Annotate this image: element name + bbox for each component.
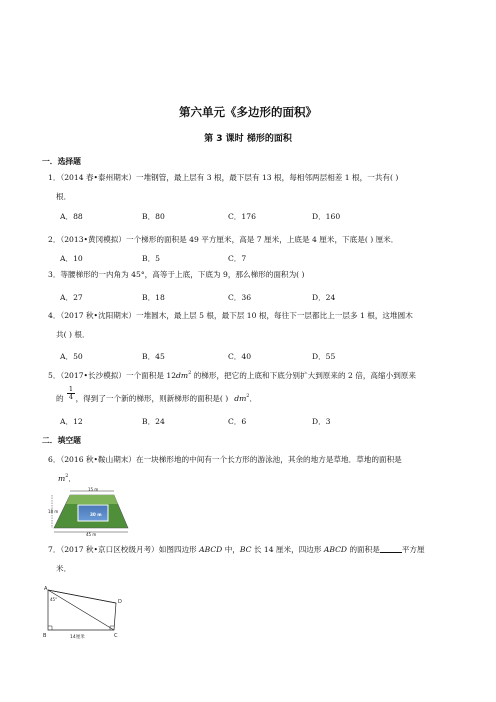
question-1-text: 1．（2014 春•泰州期末）一堆钢管，最上层有 3 根，最下层有 13 根，每相邻两层相差 1 根，一共有( ) [48, 173, 399, 182]
section-heading-choice: 一．选择题 [42, 157, 81, 166]
question-6-text: 6．（2016 秋•鞍山期末）在一块梯形地的中间有一个长方形的游泳池，其余的地方是草地．草地的面积是 [48, 455, 402, 464]
option-d[interactable]: D．160 [312, 212, 341, 221]
pool-label: 30 m [90, 512, 102, 517]
bc-length-label: 14厘米 [70, 635, 85, 640]
option-c[interactable]: C．40 [228, 352, 252, 361]
option-a[interactable]: A．50 [60, 352, 83, 361]
option-b[interactable]: B．5 [142, 254, 161, 263]
question-6-unit: $m^2$． [58, 473, 76, 483]
option-b[interactable]: B．45 [142, 352, 165, 361]
height-label: 18 m [48, 509, 59, 514]
quadrilateral-figure [40, 586, 132, 642]
fraction-numerator: 1 [68, 385, 74, 393]
page-title: 第六单元《多边形的面积》 [179, 105, 317, 119]
question-3-text: 3．等腰梯形的一内角为 45°，高等于上底，下底为 9，那么梯形的面积为( ) [48, 270, 305, 279]
option-b[interactable]: B．18 [142, 293, 165, 302]
option-c[interactable]: C．176 [228, 212, 256, 221]
option-d[interactable]: D．55 [312, 352, 336, 361]
option-b[interactable]: B．80 [142, 212, 165, 221]
vertex-d-label: D [118, 599, 122, 605]
option-c[interactable]: C．7 [228, 254, 247, 263]
question-7-text-cont: 米． [56, 564, 72, 573]
fraction-denominator: 4 [68, 393, 74, 401]
bottom-label: 45 m [86, 532, 97, 536]
option-a[interactable]: A．88 [60, 212, 83, 221]
top-label: 15 m [88, 487, 99, 492]
vertex-c-label: C [114, 633, 118, 639]
option-a[interactable]: A．27 [60, 293, 83, 302]
question-4-text-cont: 共( ) 根． [56, 330, 90, 339]
option-d[interactable]: D．24 [312, 293, 336, 302]
option-a[interactable]: A．12 [60, 417, 83, 426]
option-a[interactable]: A．10 [60, 254, 83, 263]
question-1-text-cont: 根． [56, 192, 72, 201]
trapezoid-field-figure [48, 486, 134, 536]
angle-label: 45° [50, 597, 58, 602]
vertex-b-label: B [43, 633, 47, 639]
section-heading-fill: 二．填空题 [42, 436, 81, 445]
option-d[interactable]: D．3 [312, 417, 331, 426]
question-2-text: 2．（2013•黄冈模拟）一个梯形的面积是 49 平方厘米，高是 7 厘米，上底是 4 厘米，下底是( ) 厘米． [48, 235, 399, 244]
question-7-text: 7．（2017 秋•京口区校级月考）如图四边形 ABCD 中，BC 长 14 厘米，四边形 ABCD 的面积是 平方厘 [48, 545, 425, 554]
option-c[interactable]: C．6 [228, 417, 247, 426]
vertex-a-label: A [44, 586, 48, 592]
question-5-text: 5．（2017•长沙模拟）一个面积是 $12dm^2$ 的梯形，把它的上底和下底分别扩大到原来的 2 倍，高缩小到原来 [48, 370, 416, 380]
answer-blank[interactable] [380, 545, 402, 553]
page-subtitle: 第 3 课时 梯形的面积 [204, 134, 292, 144]
option-b[interactable]: B．24 [142, 417, 165, 426]
question-4-text: 4．（2017 秋•沈阳期末）一堆圆木，最上层 5 根，最下层 10 根，每往下一层都比上一层多 1 根，这堆圆木 [48, 311, 413, 320]
question-5-text-cont: 的 ，得到了一个新的梯形，则新梯形的面积是( ) $dm^2$． [56, 393, 258, 403]
option-c[interactable]: C．36 [228, 293, 252, 302]
